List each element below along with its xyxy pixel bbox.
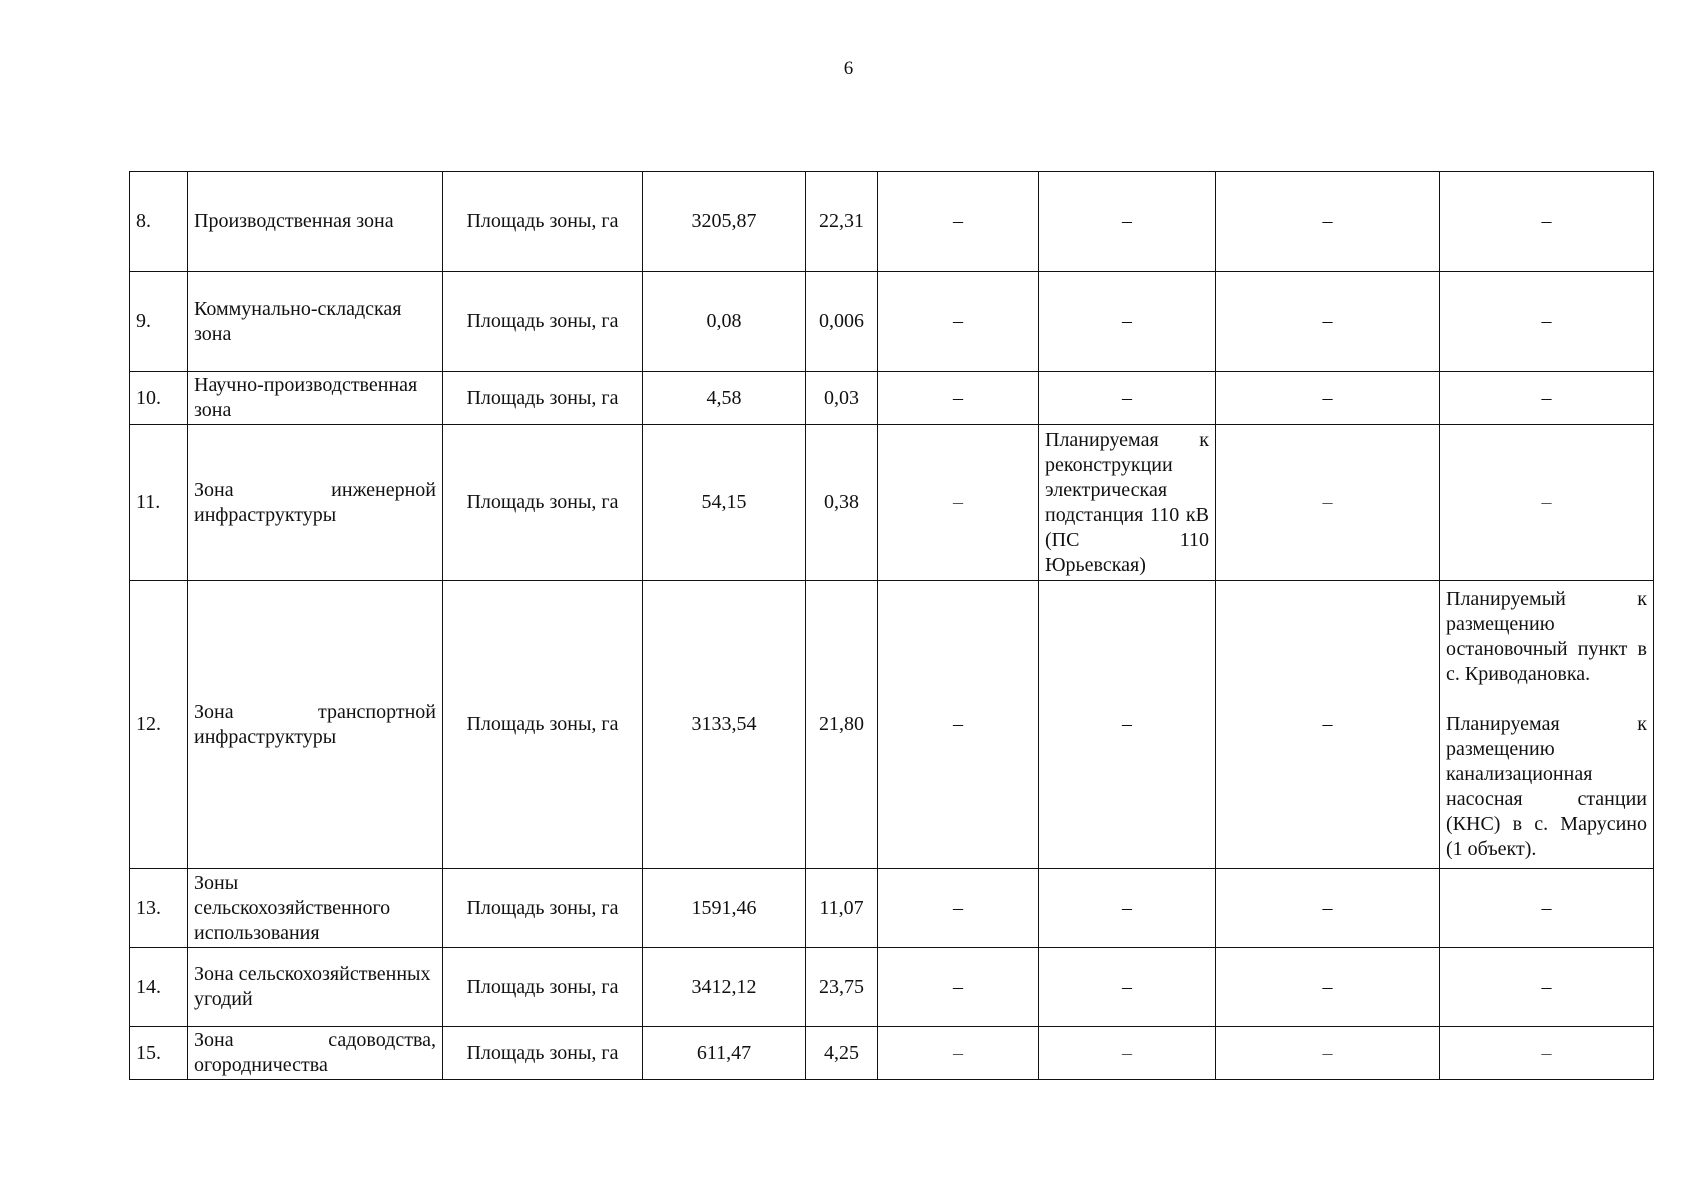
cell-dash: – [878,372,1039,425]
zone-name: Зона сельскохозяйственных угодий [188,948,443,1027]
table-row [130,948,1654,1027]
table-row [130,425,1654,581]
share-value: 21,80 [806,581,878,869]
share-value: 4,25 [806,1027,878,1080]
cell-dash: – [1440,272,1654,372]
cell-dash: – [1216,1027,1440,1080]
cell-dash: – [1216,869,1440,948]
cell-dash: – [878,581,1039,869]
cell-dash: – [1216,272,1440,372]
parameter: Площадь зоны, га [443,372,643,425]
table-row [130,272,1654,372]
cell-dash: – [1039,372,1216,425]
cell-dash: – [878,1027,1039,1080]
row-number: 12. [130,581,188,869]
zone-name: Производственная зона [188,172,443,272]
share-value: 0,38 [806,425,878,581]
parameter: Площадь зоны, га [443,1027,643,1080]
row-number: 11. [130,425,188,581]
share-value: 22,31 [806,172,878,272]
cell-dash: – [1039,948,1216,1027]
area-value: 54,15 [643,425,806,581]
parameter: Площадь зоны, га [443,172,643,272]
table-row [130,581,1654,869]
cell-dash: – [1440,1027,1654,1080]
area-value: 3412,12 [643,948,806,1027]
row-number: 9. [130,272,188,372]
planned-object-note [1440,581,1654,869]
zones-table [129,171,1654,1080]
cell-dash: – [878,172,1039,272]
parameter: Площадь зоны, га [443,272,643,372]
row-number: 8. [130,172,188,272]
share-value: 0,006 [806,272,878,372]
planned-object-note: Планируемая к реконструкции электрическая подстанция 110 кВ (ПС 110 Юрьевская) [1039,425,1216,581]
area-value: 4,58 [643,372,806,425]
cell-dash: – [878,948,1039,1027]
cell-dash: – [878,425,1039,581]
cell-dash: – [1039,272,1216,372]
zone-name: Зона садоводства, огородничества [188,1027,443,1080]
cell-dash: – [1216,581,1440,869]
row-number: 15. [130,1027,188,1080]
share-value: 0,03 [806,372,878,425]
cell-dash: – [1216,372,1440,425]
cell-dash: – [1440,372,1654,425]
cell-dash: – [1440,425,1654,581]
area-value: 0,08 [643,272,806,372]
table-row [130,372,1654,425]
cell-dash: – [1216,425,1440,581]
parameter: Площадь зоны, га [443,581,643,869]
area-value: 3205,87 [643,172,806,272]
page-number: 6 [843,58,854,79]
zone-name: Зоны сельскохозяйственного использования [188,869,443,948]
row-number: 10. [130,372,188,425]
table-row [130,869,1654,948]
cell-dash: – [1440,948,1654,1027]
cell-dash: – [878,272,1039,372]
cell-dash: – [1440,869,1654,948]
cell-dash: – [1039,172,1216,272]
zone-name: Зона инженерной инфраструктуры [188,425,443,581]
cell-dash: – [1039,1027,1216,1080]
table-row [130,1027,1654,1080]
parameter: Площадь зоны, га [443,869,643,948]
cell-dash: – [1039,869,1216,948]
zone-name: Зона транспортной инфраструктуры [188,581,443,869]
zone-name: Научно-производственная зона [188,372,443,425]
table-row [130,172,1654,272]
area-value: 3133,54 [643,581,806,869]
area-value: 611,47 [643,1027,806,1080]
planned-stop-note: Планируемый к размещению остановочный пункт в с. Криводановка. [1446,588,1647,685]
cell-dash: – [1440,172,1654,272]
cell-dash: – [878,869,1039,948]
zone-name: Коммунально-складская зона [188,272,443,372]
row-number: 13. [130,869,188,948]
row-number: 14. [130,948,188,1027]
share-value: 11,07 [806,869,878,948]
area-value: 1591,46 [643,869,806,948]
cell-dash: – [1216,948,1440,1027]
parameter: Площадь зоны, га [443,425,643,581]
share-value: 23,75 [806,948,878,1027]
cell-dash: – [1216,172,1440,272]
planned-pump-station-note: Планируемая к размещению канализационная насосная станции (КНС) в с. Марусино (1 объект). [1446,713,1647,860]
cell-dash: – [1039,581,1216,869]
parameter: Площадь зоны, га [443,948,643,1027]
